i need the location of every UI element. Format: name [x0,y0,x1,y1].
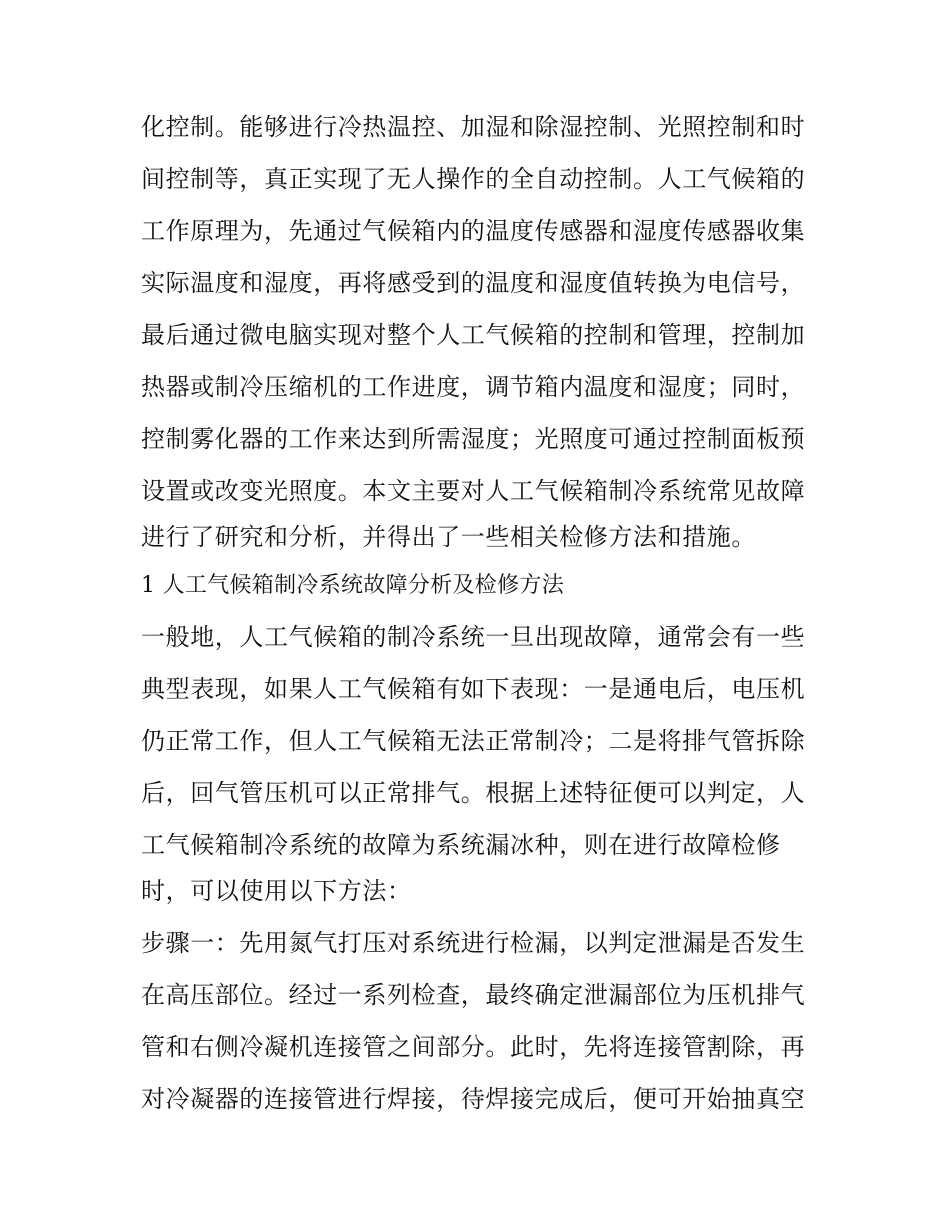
text-line: 典型表现，如果人工气候箱有如下表现：一是通电后，电压机 [141,675,806,703]
text-line: 在高压部位。经过一系列检查，最终确定泄漏部位为压机排气 [141,981,806,1009]
text-line: 最后通过微电脑实现对整个人工气候箱的控制和管理，控制加 [141,321,806,349]
text-line: 设置或改变光照度。本文主要对人工气候箱制冷系统常见故障 [141,477,806,505]
text-line: 步骤一：先用氮气打压对系统进行检漏，以判定泄漏是否发生 [141,929,806,957]
text-line: 工气候箱制冷系统的故障为系统漏冰种，则在进行故障检修 [141,831,781,859]
text-line: 实际温度和湿度，再将感受到的温度和湿度值转换为电信号， [141,269,806,297]
text-line: 控制雾化器的工作来达到所需湿度；光照度可通过控制面板预 [141,425,806,453]
text-line: 工作原理为，先通过气候箱内的温度传感器和湿度传感器收集 [141,217,806,245]
text-line: 热器或制冷压缩机的工作进度，调节箱内温度和湿度；同时， [141,373,806,401]
text-line: 仍正常工作，但人工气候箱无法正常制冷；二是将排气管拆除 [141,727,806,755]
text-line: 化控制。能够进行冷热温控、加湿和除湿控制、光照控制和时 [141,113,806,141]
text-line: 后，回气管压机可以正常排气。根据上述特征便可以判定，人 [141,779,806,807]
text-line: 一般地，人工气候箱的制冷系统一旦出现故障，通常会有一些 [141,623,806,651]
text-line: 管和右侧冷凝机连接管之间部分。此时，先将连接管割除，再 [141,1033,806,1061]
text-line: 时，可以使用以下方法： [141,877,412,905]
text-line: 间控制等，真正实现了无人操作的全自动控制。人工气候箱的 [141,165,806,193]
text-line: 进行了研究和分析，并得出了一些相关检修方法和措施。 [141,523,756,551]
section-heading: 1 人工气候箱制冷系统故障分析及检修方法 [141,573,564,598]
text-line: 对冷凝器的连接管进行焊接，待焊接完成后，便可开始抽真空 [141,1085,806,1113]
